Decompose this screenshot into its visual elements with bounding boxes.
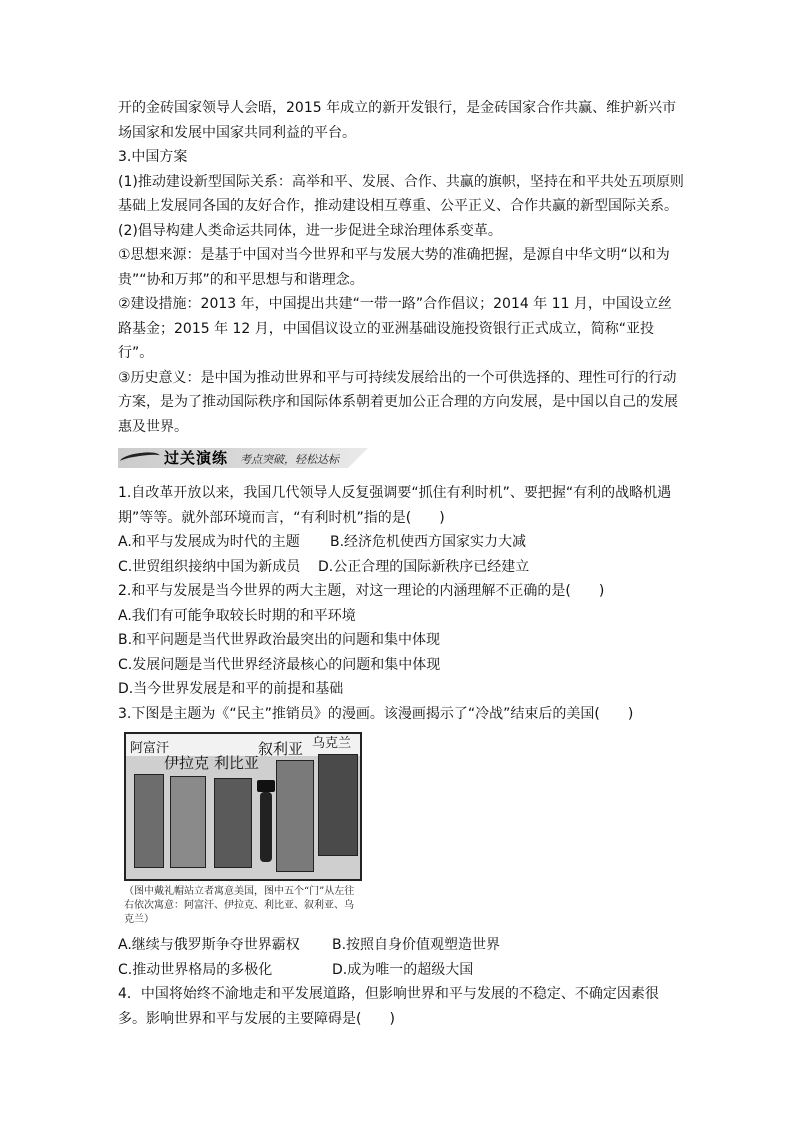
option-d: D.当今世界发展是和平的前提和基础 <box>118 681 344 697</box>
door-graphic <box>170 776 206 868</box>
option-a: A.我们有可能争取较长时期的和平环境 <box>118 607 356 624</box>
option-b: B.按照自身价值观塑造世界 <box>332 937 501 953</box>
option-d: D.成为唯一的超级大国 <box>332 961 474 978</box>
option-c: C.推动世界格局的多极化 <box>118 961 273 978</box>
option-a: A.和平与发展成为时代的主题 <box>118 534 300 550</box>
option-a: A.继续与俄罗斯争夺世界霸权 <box>118 937 300 953</box>
door-graphic <box>276 760 314 872</box>
door-graphic <box>214 778 252 868</box>
top-hat-icon <box>257 780 275 792</box>
cartoon-caption: （图中戴礼帽站立者寓意美国，图中五个“门”从左往右依次寓意：阿富汗、伊拉克、利比亚、叙利亚、乌克兰） <box>124 886 355 925</box>
section-heading: 3.中国方案 <box>118 149 188 165</box>
paragraph: ②建设措施：2013 年，中国提出共建“一带一路”合作倡议；2014 年 11 月，中国设立丝路基金；2015 年 12 月，中国倡议设立的亚洲基础设施投资银行正式成立，简称“亚投行”。 <box>118 296 672 361</box>
option-b: B.经济危机使西方国家实力大减 <box>330 534 527 550</box>
question-stem: 3.下图是主题为《“民主”推销员》的漫画。该漫画揭示了“冷战”结束后的美国( ) <box>118 705 634 722</box>
option-d: D.公正合理的国际新秩序已经建立 <box>318 558 530 575</box>
door-graphic <box>318 754 358 856</box>
cartoon-label: 伊拉克 <box>164 754 210 772</box>
figure-silhouette <box>260 792 272 862</box>
option-c: C.世贸组织接纳中国为新成员 <box>118 558 301 575</box>
paragraph: (2)倡导构建人类命运共同体，进一步促进全球治理体系变革。 <box>118 222 502 239</box>
door-graphic <box>134 774 164 868</box>
intro-paragraph: 开的金砖国家领导人会晤，2015 年成立的新开发银行，是金砖国家合作共赢、维护新兴市场国家和发展中国家共同利益的平台。 <box>118 100 677 141</box>
cartoon-label: 叙利亚 <box>258 740 304 758</box>
cartoon-label: 乌克兰 <box>312 736 352 751</box>
question-stem: 1.自改革开放以来，我国几代领导人反复强调要“抓住有利时机”、要把握“有利的战略机遇期”等等。就外部环境而言，“有利时机”指的是( ) <box>118 485 672 526</box>
paragraph: (1)推动建设新型国际关系：高举和平、发展、合作、共赢的旗帜，坚持在和平共处五项原则基础上发展同各国的友好合作，推动建设相互尊重、公平正义、合作共赢的新型国际关系。 <box>118 173 684 214</box>
question-stem: 2.和平与发展是当今世界的两大主题，对这一理论的内涵理解不正确的是( ) <box>118 583 605 599</box>
exercise-banner <box>118 445 684 471</box>
cartoon-image <box>124 732 362 881</box>
options-row <box>118 555 684 580</box>
option-b: B.和平问题是当代世界政治最突出的问题和集中体现 <box>118 632 441 648</box>
question-stem: 4．中国将始终不渝地走和平发展道路，但影响世界和平与发展的不稳定、不确定因素很多。影响世界和平与发展的主要障碍是( ) <box>118 986 659 1027</box>
paragraph: ①思想来源：是基于中国对当今世界和平与发展大势的准确把握，是源自中华文明“以和为贵”“协和万邦”的和平思想与和谐理念。 <box>118 247 670 288</box>
options-row <box>118 958 684 983</box>
banner-title: 过关演练 <box>164 449 229 467</box>
paragraph: ③历史意义：是中国为推动世界和平与可持续发展给出的一个可供选择的、理性可行的行动方案，是为了推动国际秩序和国际体系朝着更加公正合理的方向发展，是中国以自己的发展惠及世界。 <box>118 369 678 435</box>
cartoon-figure <box>124 732 358 927</box>
option-c: C.发展问题是当代世界经济最核心的问题和集中体现 <box>118 656 441 673</box>
cartoon-label: 阿富汗 <box>130 741 170 756</box>
document-body <box>118 96 684 1031</box>
cartoon-label: 利比亚 <box>214 754 260 772</box>
banner-subtitle: 考点突破，轻松达标 <box>240 453 339 466</box>
options-row <box>118 530 684 555</box>
options-row <box>118 933 684 958</box>
